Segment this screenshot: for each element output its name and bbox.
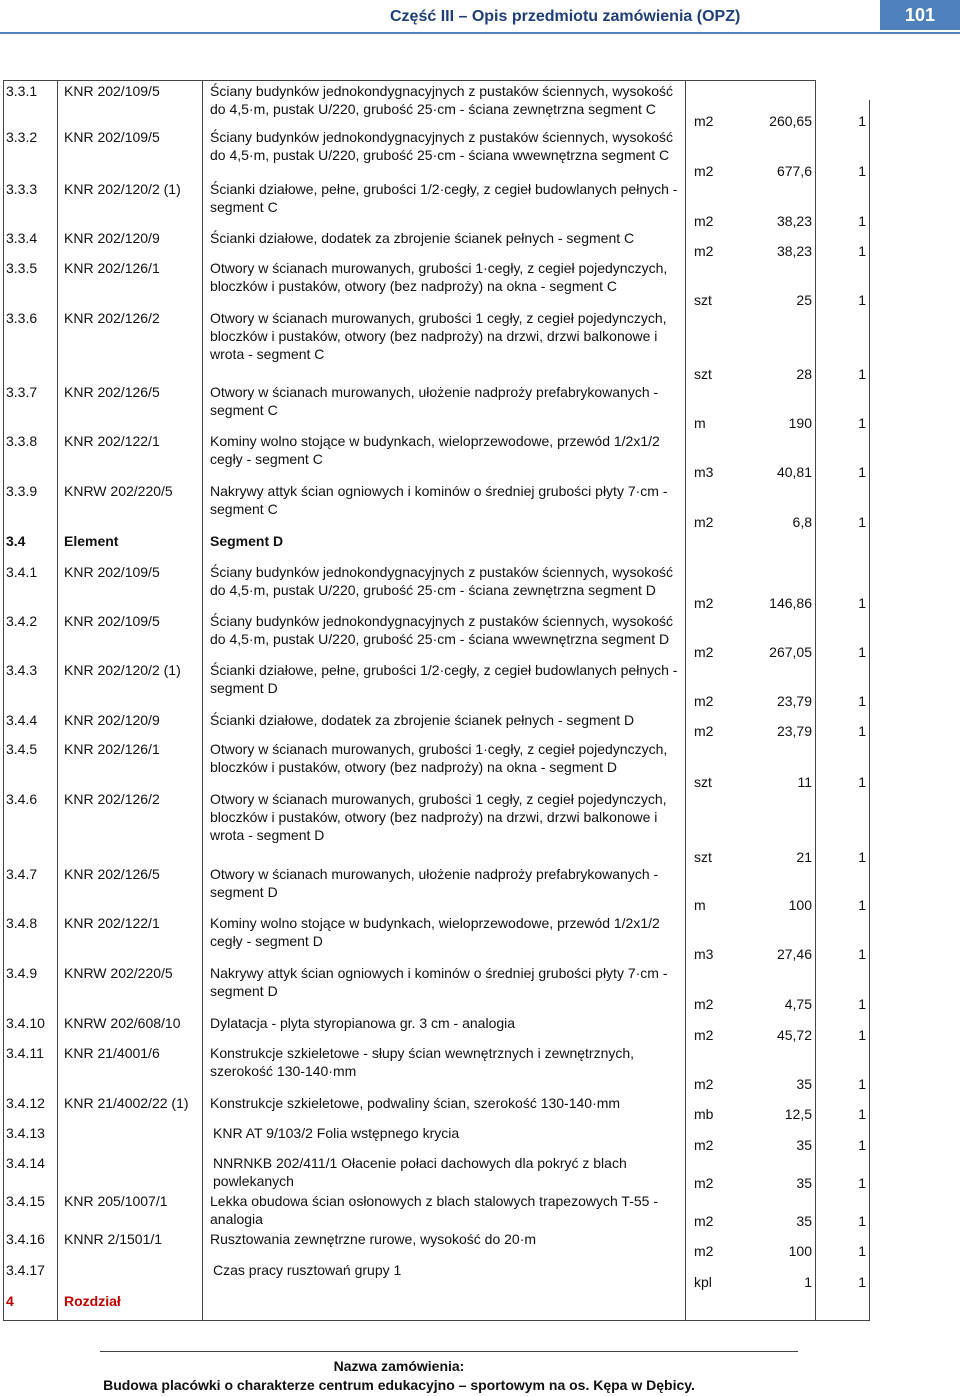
catalog-code: KNR 202/120/9 <box>64 712 160 728</box>
catalog-code: KNRW 202/220/5 <box>64 483 173 499</box>
item-number: 3.4 <box>6 533 26 549</box>
item-number: 3.3.7 <box>6 384 38 400</box>
item-description: Kominy wolno stojące w budynkach, wieloprzewodowe, przewód 1/2x1/2 cegły - segment D <box>210 915 660 949</box>
catalog-code: KNR 202/122/1 <box>64 915 160 931</box>
item-description: Otwory w ścianach murowanych, grubości 1 cegły, z cegieł pojedynczych, bloczków i pustaków, otwory (bez nadproży) na drzwi, drzwi balkonowe i wrota - segment C <box>210 310 667 362</box>
column-divider <box>685 80 686 1321</box>
item-description: Ściany budynków jednokondygnacyjnych z pustaków ściennych, wysokość do 4,5·m, pustak U/220, grubość 25·cm - ściana wwewnętrzna segment C <box>210 129 674 163</box>
item-description: Otwory w ścianach murowanych, ułożenie nadproży prefabrykowanych - segment C <box>210 384 659 418</box>
unit: m2 <box>694 514 714 530</box>
unit: m <box>694 897 706 913</box>
catalog-code: KNRW 202/220/5 <box>64 965 173 981</box>
item-number: 3.4.16 <box>6 1231 45 1247</box>
unit: m2 <box>694 1027 714 1043</box>
catalog-code: KNR 202/122/1 <box>64 433 160 449</box>
item-number: 3.3.9 <box>6 483 38 499</box>
catalog-code: KNR 202/109/5 <box>64 564 160 580</box>
catalog-code: KNR 205/1007/1 <box>64 1193 168 1209</box>
page-title: Część III – Opis przedmiotu zamówienia (OPZ) <box>390 8 741 25</box>
item-description: Ściany budynków jednokondygnacyjnych z pustaków ściennych, wysokość do 4,5·m, pustak U/220, grubość 25·cm - ściana wwewnętrzna segment D <box>210 613 674 647</box>
item-description: Segment D <box>210 533 284 549</box>
catalog-code: KNR 202/120/2 (1) <box>64 662 181 678</box>
count: 1 <box>858 514 866 530</box>
catalog-code: KNR 202/126/2 <box>64 310 160 326</box>
footer-rule <box>100 1351 798 1352</box>
header-rule <box>0 32 960 34</box>
unit: mb <box>694 1106 714 1122</box>
quantity: 40,81 <box>776 464 812 480</box>
unit: m2 <box>694 1243 714 1259</box>
item-description: Rusztowania zewnętrzne rurowe, wysokość do 20·m <box>210 1231 537 1247</box>
item-number: 3.4.17 <box>6 1262 45 1278</box>
item-description: Nakrywy attyk ścian ogniowych i kominów o średniej grubości płyty 7·cm - segment D <box>210 965 668 999</box>
quantity: 28 <box>796 366 812 382</box>
count: 1 <box>858 1175 866 1191</box>
quantity: 35 <box>796 1175 812 1191</box>
quantity: 21 <box>796 849 812 865</box>
quantity: 35 <box>796 1076 812 1092</box>
item-number: 3.4.10 <box>6 1015 45 1031</box>
catalog-code: KNR 202/120/9 <box>64 230 160 246</box>
count: 1 <box>858 644 866 660</box>
unit: m2 <box>694 243 714 259</box>
unit: m2 <box>694 595 714 611</box>
item-description: Otwory w ścianach murowanych, grubości 1 cegły, z cegieł pojedynczych, bloczków i pustaków, otwory (bez nadproży) na drzwi, drzwi balkonowe i wrota - segment D <box>210 791 667 843</box>
unit: m2 <box>694 1175 714 1191</box>
quantity: 267,05 <box>769 644 812 660</box>
item-number: 3.4.1 <box>6 564 38 580</box>
item-number: 3.4.12 <box>6 1095 45 1111</box>
item-description: Otwory w ścianach murowanych, grubości 1·cegły, z cegieł pojedynczych, bloczków i pustaków, otwory (bez nadproży) na okna - segment D <box>210 741 668 775</box>
count: 1 <box>858 415 866 431</box>
quantity: 35 <box>796 1137 812 1153</box>
quantity: 146,86 <box>769 595 812 611</box>
item-number: 3.3.5 <box>6 260 38 276</box>
count: 1 <box>858 292 866 308</box>
item-description: KNR AT 9/103/2 Folia wstępnego krycia <box>213 1125 460 1141</box>
item-number: 3.4.9 <box>6 965 38 981</box>
unit: m2 <box>694 693 714 709</box>
item-number: 3.4.8 <box>6 915 38 931</box>
table-left-border <box>3 80 4 1321</box>
count: 1 <box>858 1076 866 1092</box>
count: 1 <box>858 849 866 865</box>
item-number: 3.4.14 <box>6 1155 45 1171</box>
item-description: Kominy wolno stojące w budynkach, wieloprzewodowe, przewód 1/2x1/2 cegły - segment C <box>210 433 660 467</box>
unit: m2 <box>694 644 714 660</box>
quantity: 12,5 <box>784 1106 812 1122</box>
item-description: Dylatacja - plyta styropianowa gr. 3 cm - analogia <box>210 1015 516 1031</box>
item-description: Konstrukcje szkieletowe - słupy ścian wewnętrznych i zewnętrznych, szerokość 130-140·mm <box>210 1045 635 1079</box>
count: 1 <box>858 113 866 129</box>
quantity: 27,46 <box>776 946 812 962</box>
unit: m2 <box>694 723 714 739</box>
item-description: Ściany budynków jednokondygnacyjnych z pustaków ściennych, wysokość do 4,5·m, pustak U/220, grubość 25·cm - ściana zewnętrzna segment D <box>210 564 674 598</box>
catalog-code: KNR 202/126/1 <box>64 260 160 276</box>
quantity: 23,79 <box>776 693 812 709</box>
count: 1 <box>858 243 866 259</box>
unit: m2 <box>694 1137 714 1153</box>
unit: m3 <box>694 946 714 962</box>
item-number: 4 <box>6 1293 14 1309</box>
item-description: Ścianki działowe, dodatek za zbrojenie ścianek pełnych - segment D <box>210 712 635 728</box>
table-top-border <box>3 80 815 81</box>
table-bottom-border <box>3 1320 870 1321</box>
item-number: 3.3.2 <box>6 129 38 145</box>
item-description: NNRNKB 202/411/1 Ołacenie połaci dachowych dla pokryć z blach powlekanych <box>213 1155 627 1189</box>
count: 1 <box>858 1243 866 1259</box>
unit: m <box>694 415 706 431</box>
count: 1 <box>858 213 866 229</box>
quantity: 45,72 <box>776 1027 812 1043</box>
item-number: 3.3.4 <box>6 230 38 246</box>
quantity: 25 <box>796 292 812 308</box>
count: 1 <box>858 366 866 382</box>
table-right-border <box>869 100 870 1321</box>
item-number: 3.3.6 <box>6 310 38 326</box>
footer-project-name: Budowa placówki o charakterze centrum edukacyjno – sportowym na os. Kępa w Dębicy. <box>103 1377 695 1393</box>
count: 1 <box>858 946 866 962</box>
catalog-code: Rozdział <box>64 1293 121 1309</box>
count: 1 <box>858 163 866 179</box>
item-number: 3.3.8 <box>6 433 38 449</box>
quantity: 6,8 <box>792 514 812 530</box>
item-description: Ściany budynków jednokondygnacyjnych z pustaków ściennych, wysokość do 4,5·m, pustak U/220, grubość 25·cm - ściana zewnętrzna segment C <box>210 83 674 117</box>
unit: m2 <box>694 113 714 129</box>
quantity: 4,75 <box>784 996 812 1012</box>
count: 1 <box>858 774 866 790</box>
catalog-code: KNR 202/120/2 (1) <box>64 181 181 197</box>
catalog-code: KNR 202/109/5 <box>64 83 160 99</box>
quantity: 100 <box>788 897 812 913</box>
item-number: 3.4.4 <box>6 712 38 728</box>
unit: m2 <box>694 163 714 179</box>
unit: m2 <box>694 213 714 229</box>
unit: kpl <box>694 1274 712 1290</box>
catalog-code: Element <box>64 533 119 549</box>
unit: m2 <box>694 1076 714 1092</box>
catalog-code: KNR 21/4001/6 <box>64 1045 160 1061</box>
item-number: 3.4.6 <box>6 791 38 807</box>
unit: m3 <box>694 464 714 480</box>
quantity: 23,79 <box>776 723 812 739</box>
catalog-code: KNR 202/109/5 <box>64 613 160 629</box>
count: 1 <box>858 595 866 611</box>
catalog-code: KNR 202/126/5 <box>64 384 160 400</box>
unit: szt <box>694 366 712 382</box>
quantity: 1 <box>804 1274 812 1290</box>
quantity: 11 <box>797 774 812 790</box>
count: 1 <box>858 1274 866 1290</box>
catalog-code: KNR 202/109/5 <box>64 129 160 145</box>
count: 1 <box>858 897 866 913</box>
unit: szt <box>694 849 712 865</box>
count: 1 <box>858 1106 866 1122</box>
count: 1 <box>858 723 866 739</box>
unit: szt <box>694 774 712 790</box>
item-description: Konstrukcje szkieletowe, podwaliny ścian, szerokość 130-140·mm <box>210 1095 621 1111</box>
item-number: 3.4.13 <box>6 1125 45 1141</box>
catalog-code: KNR 202/126/5 <box>64 866 160 882</box>
unit: m2 <box>694 1213 714 1229</box>
catalog-code: KNR 202/126/2 <box>64 791 160 807</box>
unit: szt <box>694 292 712 308</box>
catalog-code: KNR 21/4002/22 (1) <box>64 1095 189 1111</box>
count: 1 <box>858 1137 866 1153</box>
item-description: Lekka obudowa ścian osłonowych z blach stalowych trapezowych T-55 - analogia <box>210 1193 658 1227</box>
item-number: 3.3.1 <box>6 83 38 99</box>
item-number: 3.4.7 <box>6 866 38 882</box>
quantity: 190 <box>788 415 812 431</box>
column-divider <box>815 80 816 1321</box>
item-description: Otwory w ścianach murowanych, grubości 1·cegły, z cegieł pojedynczych, bloczków i pustaków, otwory (bez nadproży) na okna - segment C <box>210 260 668 294</box>
count: 1 <box>858 996 866 1012</box>
item-number: 3.4.3 <box>6 662 38 678</box>
catalog-code: KNRW 202/608/10 <box>64 1015 181 1031</box>
quantity: 677,6 <box>776 163 812 179</box>
item-number: 3.4.2 <box>6 613 38 629</box>
item-number: 3.4.15 <box>6 1193 45 1209</box>
item-description: Nakrywy attyk ścian ogniowych i kominów o średniej grubości płyty 7·cm - segment C <box>210 483 668 517</box>
item-description: Ścianki działowe, pełne, grubości 1/2·cegły, z cegieł budowlanych pełnych - segment D <box>210 662 678 696</box>
item-description: Otwory w ścianach murowanych, ułożenie nadproży prefabrykowanych - segment D <box>210 866 659 900</box>
page-number-badge: 101 <box>880 0 960 30</box>
item-description: Czas pracy rusztowań grupy 1 <box>213 1262 402 1278</box>
catalog-code: KNR 202/126/1 <box>64 741 160 757</box>
item-number: 3.4.5 <box>6 741 38 757</box>
count: 1 <box>858 1027 866 1043</box>
quantity: 260,65 <box>769 113 812 129</box>
quantity: 38,23 <box>776 213 812 229</box>
count: 1 <box>858 1213 866 1229</box>
item-description: Ścianki działowe, dodatek za zbrojenie ścianek pełnych - segment C <box>210 230 635 246</box>
item-number: 3.3.3 <box>6 181 38 197</box>
item-description: Ścianki działowe, pełne, grubości 1/2·cegły, z cegieł budowlanych pełnych - segment C <box>210 181 678 215</box>
unit: m2 <box>694 996 714 1012</box>
count: 1 <box>858 693 866 709</box>
quantity: 38,23 <box>776 243 812 259</box>
quantity: 100 <box>788 1243 812 1259</box>
catalog-code: KNNR 2/1501/1 <box>64 1231 163 1247</box>
quantity: 35 <box>796 1213 812 1229</box>
item-number: 3.4.11 <box>6 1045 44 1061</box>
footer-label: Nazwa zamówienia: <box>333 1358 465 1374</box>
count: 1 <box>858 464 866 480</box>
